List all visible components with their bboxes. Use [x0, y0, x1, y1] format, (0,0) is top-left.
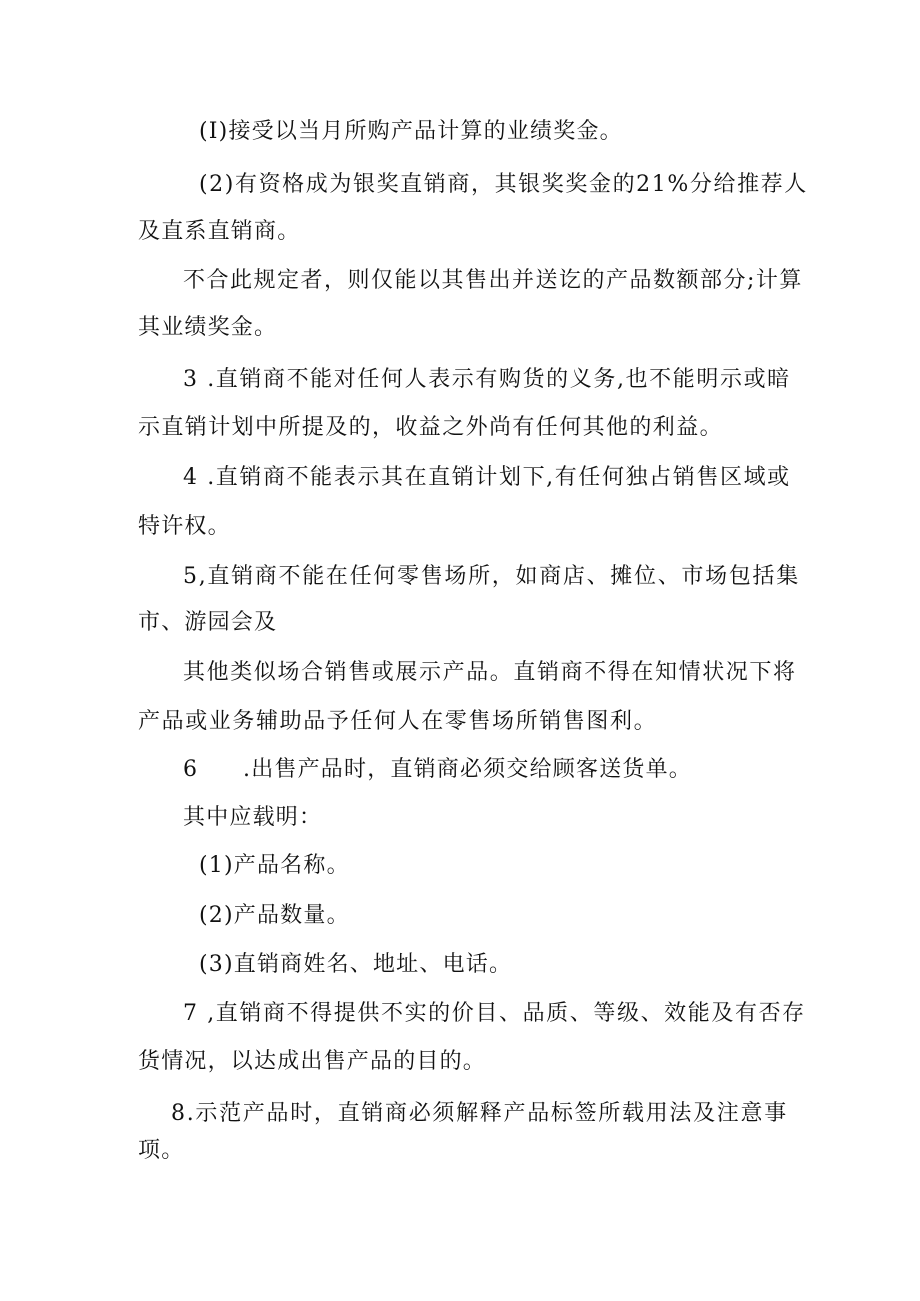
text-line-rule-6-intro: 其中应载明：: [183, 805, 323, 830]
text-line-rule-5-para2-cont: 产品或业务辅助品予任何人在零售场所销售图利。: [138, 709, 658, 734]
rule-6-text: .出售产品时，直销商必须交给顾客送货单。: [243, 757, 692, 782]
text-line-item-1-2-cont: 及直系直销商。: [138, 219, 301, 244]
text-line-rule-6-item-2: (2)产品数量。: [199, 903, 350, 928]
text-line-exception-cont: 其业绩奖金。: [138, 315, 278, 340]
text-line-exception: 不合此规定者，则仅能以其售出并送讫的产品数额部分;计算: [183, 268, 803, 293]
text-line-rule-8-cont: 项。: [138, 1138, 185, 1163]
text-line-rule-7: 7 ,直销商不得提供不实的价目、品质、等级、效能及有否存: [183, 1001, 806, 1026]
text-line-rule-3: 3 .直销商不能对任何人表示有购货的义务,也不能明示或暗: [183, 367, 791, 392]
text-line-rule-4-cont: 特许权。: [138, 514, 231, 539]
text-line-rule-5-cont: 市、游园会及: [138, 610, 278, 635]
text-line-rule-4: 4 .直销商不能表示其在直销计划下,有任何独占销售区域或: [183, 465, 791, 490]
text-line-rule-3-cont: 示直销计划中所提及的，收益之外尚有任何其他的利益。: [138, 415, 724, 440]
text-line-rule-5-para2: 其他类似场合销售或展示产品。直销商不得在知情状况下将: [183, 660, 797, 685]
rule-6-number: 6: [183, 757, 199, 782]
text-line-rule-8: 8.示范产品时，直销商必须解释产品标签所载用法及注意事: [171, 1101, 788, 1126]
text-line-item-1-2: (2)有资格成为银奖直销商，其银奖奖金的21%分给推荐人: [199, 172, 808, 197]
text-line-rule-5: 5,直销商不能在任何零售场所，如商店、摊位、市场包括集: [183, 564, 800, 589]
text-line-rule-6-item-1: (1)产品名称。: [199, 853, 350, 878]
text-line-rule-6-item-3: (3)直销商姓名、地址、电话。: [199, 952, 513, 977]
text-line-rule-7-cont: 货情况，以达成出售产品的目的。: [138, 1049, 487, 1074]
text-line-item-1-1: (I)接受以当月所购产品计算的业绩奖金。: [199, 119, 623, 144]
text-line-rule-6: [183, 755, 692, 785]
